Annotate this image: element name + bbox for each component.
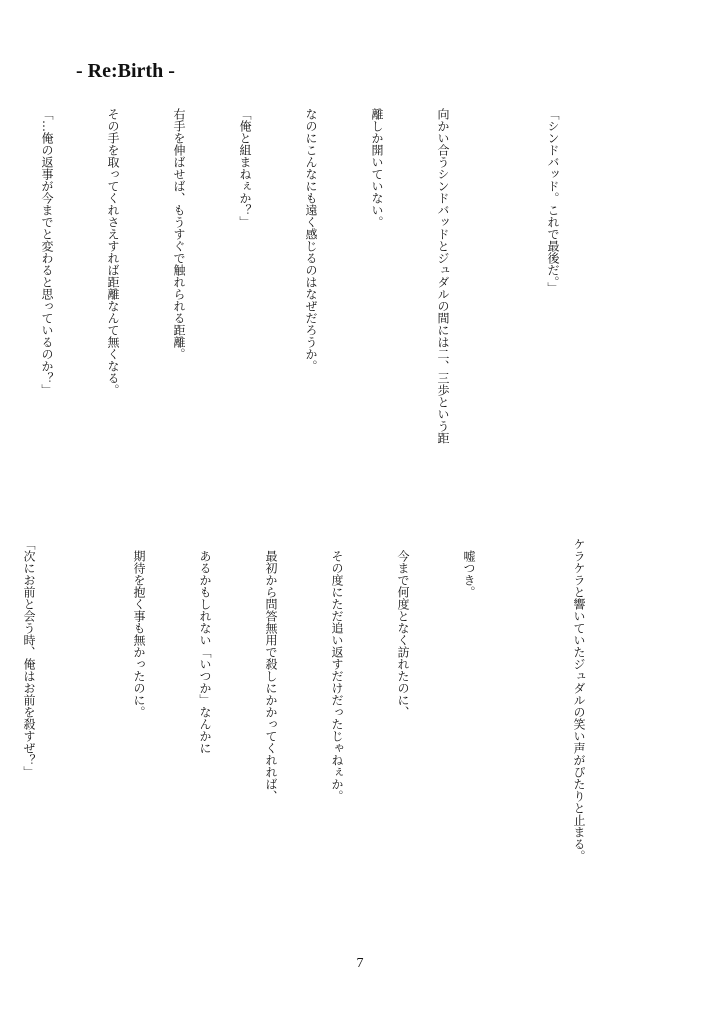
page-number: 7 [356,956,364,971]
text-line: ケラケラと響いていたジュダルの笑い声がぴたりと止まる。 [572,538,586,862]
text-line: なのにこんなにも遠く感じるのはなぜだろうか。 [304,108,318,372]
text-block-lower [0,538,634,938]
text-line: 向かい合うシンドバッドとジュダルの間には二、三歩という距 [436,108,450,444]
text-line: 「シンドバッド。これで最後だ。」 [546,108,560,294]
text-line: その手を取ってくれさえすれば距離なんて無くなる。 [106,108,120,396]
text-line: 右手を伸ばせば、もうすぐで触れられる距離。 [172,108,186,360]
text-line: 「…俺の返事が今までと変わると思っているのか？」 [40,108,54,396]
text-line: 「次にお前と会う時、俺はお前を殺すぜ？」 [22,538,36,778]
text-block-upper [0,108,608,508]
text-line: 今まで何度となく訪れたのに、 [396,538,410,718]
text-line: 離しか開いていない。 [370,108,384,228]
text-line: その度にただ追い返すだけだったじゃねぇか。 [330,538,344,802]
text-line: 最初から問答無用で殺しにかかってくれれば、 [264,538,278,802]
text-line: 嘘つき。 [462,538,476,598]
text-line: 「俺と組まねぇか？」 [238,108,252,228]
text-line: 期待を抱く事も無かったのに。 [132,538,146,718]
page-title: - Re:Birth - [76,60,175,82]
text-line: あるかもしれない「いつか」なんかに [198,538,212,754]
